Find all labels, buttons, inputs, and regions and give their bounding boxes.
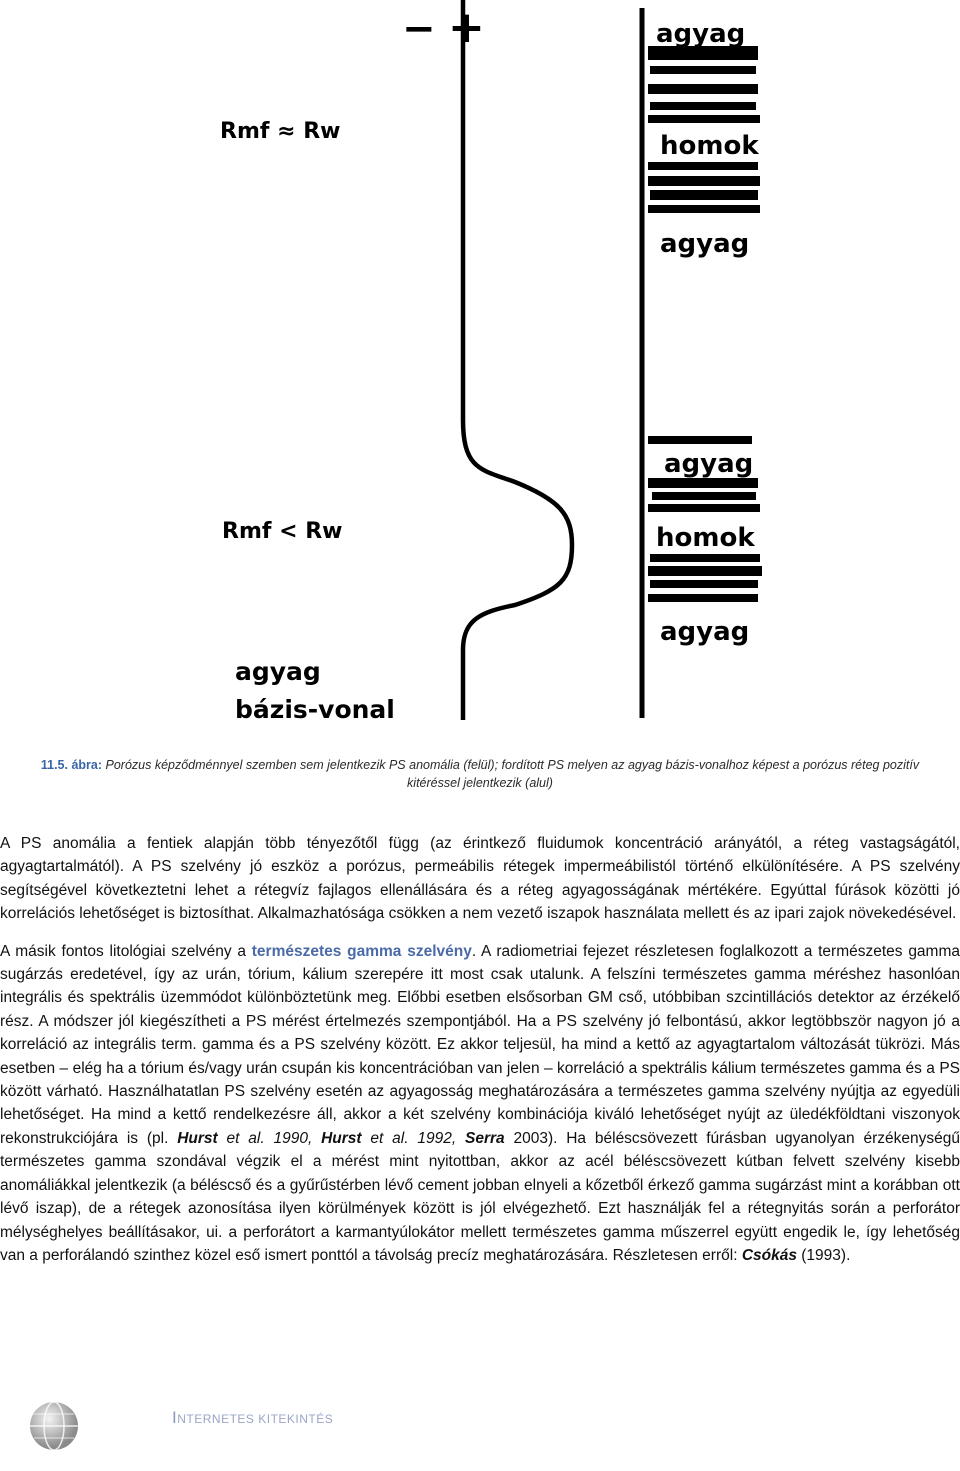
text-run: et al. 1990, bbox=[217, 1129, 322, 1147]
text-run: et al. 1992, bbox=[361, 1129, 465, 1147]
baseline-label-base: bázis-vonal bbox=[235, 695, 395, 724]
bottom-lithology-column bbox=[648, 436, 762, 647]
sp-curve bbox=[463, 0, 572, 720]
bottom-layer-clay-2: agyag bbox=[660, 617, 750, 647]
text-run: (1993). bbox=[796, 1246, 851, 1264]
text-run: A másik fontos litológiai szelvény a bbox=[0, 942, 252, 960]
paragraph-ps-anomaly: A PS anomália a fentiek alapján több tényezőtől függ (az érintkező fluidumok koncentráció arányától, a réteg vastagságától, agyagtartalmától). A PS szelvény jó eszköz a porózus, permeábilis rétegek impermeábilistól történő elkülönítésére. A PS szelvény segítségével következtetni lehet a rétegvíz fajlagos ellenállására és a réteg agyagosságának mértékére. Egyúttal fúrások közötti jó korrelációs lehetőséget is biztosíthat. Alkalmazhatósága csökken a nem vezető iszapok használata mellett és az ipari zajok növekedésével. bbox=[0, 835, 960, 923]
bottom-formula: Rmf < Rw bbox=[222, 519, 343, 544]
text-run: 2003). Ha béléscsövezett fúrásban ugyanolyan érzékenységű természetes gamma szondával végzik el a mérést mint nyitottban, akkor az acél béléscsövezett kútban felvett szelvény kisebb anomáliákkal jelentkezik (a béléscső és a gyűrűstérben lévő cement jobban elnyeli a kőzetből érkező gamma sugárzást mint a korábban ott lévő iszap), de a rétegek azonosítása ilyen körülmények között is jól elvégezhető. Ezt használják fel a rétegnyitás során a perforátor mélységhelyes beállításakor, ui. a perforátort a karmantyúlokátor mellett természetes gamma műszerrel együtt engedik le, így lehetőség van a perforálandó szinthez közel eső ismert ponttól a távolság precíz meghatározására. Részletesen erről: bbox=[0, 1129, 960, 1264]
top-layer-clay-2: agyag bbox=[660, 229, 750, 259]
paragraph-gamma bbox=[0, 940, 960, 1268]
top-lithology-column bbox=[648, 19, 760, 259]
plus-sign: + bbox=[448, 2, 485, 53]
top-layer-clay-1: agyag bbox=[656, 19, 746, 49]
footer-rest: NTERNETES KITEKINTÉS bbox=[177, 1412, 334, 1426]
figure-caption bbox=[20, 756, 940, 792]
author-ref: Csókás bbox=[741, 1246, 797, 1264]
author-ref: Hurst bbox=[177, 1129, 218, 1147]
baseline-label-clay: agyag bbox=[235, 657, 321, 686]
bottom-layer-clay-1: agyag bbox=[664, 449, 754, 479]
top-formula: Rmf ≈ Rw bbox=[220, 119, 341, 144]
globe-icon bbox=[28, 1400, 80, 1452]
body-text bbox=[0, 832, 960, 1267]
caption-text: Porózus képződménnyel szemben sem jelentkezik PS anomália (felül); fordított PS melyen az agyag bázis-vonalhoz képest a porózus réteg pozitív kitéréssel jelentkezik (alul) bbox=[105, 758, 920, 790]
text-run: . A radiometriai fejezet részletesen foglalkozott a természetes gamma sugárzás eredetével, így az urán, tórium, kálium szerepére itt most csak utalunk. A felszíni természetes gamma méréshez hasonlóan integrális és spektrális üzemmódot különböztetünk meg. Előbbi esetben elsősorban GM cső, utóbbiban szcintillációs detektor az érzékelő rész. A módszer jól kiegészítheti a PS mérést értelmezés szempontjából. Ha a PS szelvény jó felbontású, akkor legtöbbször nagyon jó a korreláció az integrális term. gamma és a PS szelvény között. Ez akkor teljesül, ha mind a kettő az agyagtartalom változását tükrözi. Más esetben – elég ha a tórium és/vagy urán csupán kis koncentrációban van jelen – korreláció a spektrális kálium természetes gamma és a PS között várható. Használhatatlan PS szelvény esetén az agyagosság meghatározására a természetes gamma szelvény nyújtja az egyedüli lehetőséget. Ha mind a kettő rendelkezésre áll, akkor a két szelvény kombinációja kiváló lehetőséget nyújt az üledékföldtani viszonyok rekonstrukciójára is (pl. bbox=[0, 942, 960, 1147]
ps-anomaly-figure bbox=[0, 0, 960, 730]
author-ref: Serra bbox=[464, 1129, 505, 1147]
caption-number: 11.5. ábra: bbox=[40, 758, 103, 772]
author-ref: Hurst bbox=[321, 1129, 362, 1147]
top-layer-sand: homok bbox=[660, 131, 759, 161]
section-footer-title bbox=[172, 1408, 333, 1428]
minus-sign: − bbox=[402, 6, 436, 52]
gamma-log-highlight: természetes gamma szelvény bbox=[251, 942, 472, 960]
footer-initial: I bbox=[172, 1408, 178, 1427]
bottom-layer-sand: homok bbox=[656, 523, 755, 553]
